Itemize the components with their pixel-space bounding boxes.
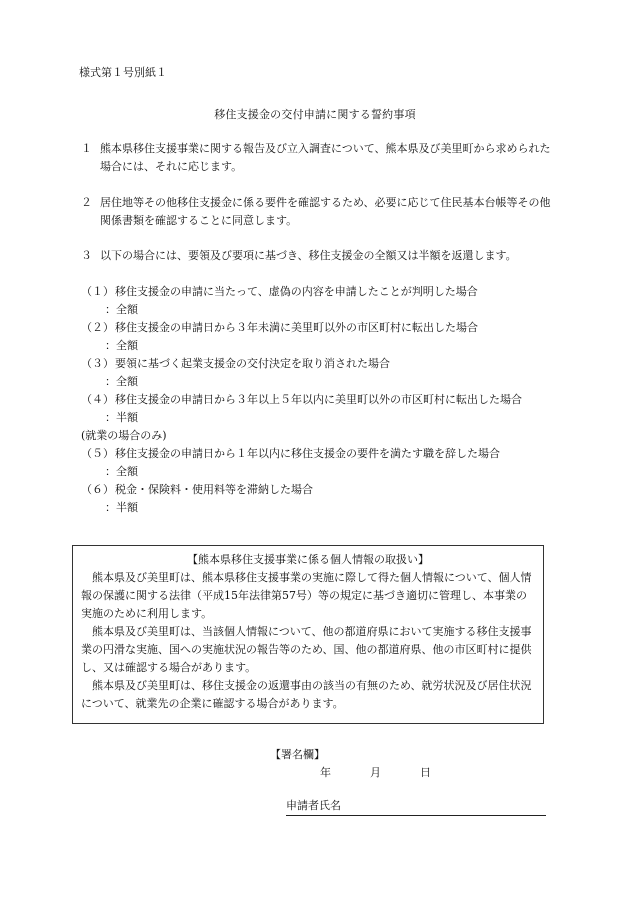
clause-2: [81, 194, 551, 230]
privacy-notice-box: [72, 545, 544, 724]
case-number: （１）: [81, 285, 114, 298]
case-text: 要領に基づく起業支援金の交付決定を取り消された場合: [115, 357, 390, 370]
applicant-name-field[interactable]: [286, 797, 546, 816]
case-item: [81, 391, 561, 409]
case-text: 税金・保険料・使用料等を滞納した場合: [115, 483, 313, 496]
document-title: 移住支援金の交付申請に関する誓約事項: [214, 108, 416, 121]
case-item: [81, 481, 561, 499]
employment-heading: (就業の場合のみ): [81, 429, 167, 442]
case-amount: ：全額: [105, 303, 138, 316]
signature-heading: 【署名欄】: [270, 748, 325, 761]
clause-1: [81, 140, 551, 176]
case-text: 移住支援金の申請日から３年以上５年以内に美里町以外の市区町村に転出した場合: [115, 393, 522, 406]
month-label: 月: [370, 766, 381, 779]
case-number: （５）: [81, 447, 114, 460]
case-item: [81, 283, 561, 301]
notice-title: 【熊本県移住支援事業に係る個人情報の取扱い】: [187, 553, 429, 566]
clause-3: [81, 247, 551, 265]
case-text: 移住支援金の申請日から１年以内に移住支援金の要件を満たす職を辞した場合: [115, 447, 500, 460]
case-number: （３）: [81, 357, 114, 370]
case-amount: ：半額: [105, 411, 138, 424]
case-text: 移住支援金の申請日から３年未満に美里町以外の市区町村に転出した場合: [115, 321, 478, 334]
form-label: 様式第１号別紙１: [79, 66, 167, 79]
notice-paragraph: 熊本県及び美里町は、熊本県移住支援事業の実施に際して得た個人情報について、個人情報の保護に関する法律（平成15年法律第57号）等の規定に基づき適切に管理し、本事業の実施のために利用します。: [81, 571, 532, 620]
clause-text: 熊本県移住支援事業に関する報告及び立入調査について、熊本県及び美里町から求められた場合には、それに応じます。: [100, 142, 551, 173]
case-number: （４）: [81, 393, 114, 406]
day-label: 日: [420, 766, 431, 779]
case-number: （２）: [81, 321, 114, 334]
date-row: [320, 764, 431, 782]
case-item: [81, 319, 561, 337]
repayment-cases: [81, 283, 561, 517]
case-item: [81, 355, 561, 373]
case-number: （６）: [81, 483, 114, 496]
notice-paragraph: 熊本県及び美里町は、移住支援金の返還事由の該当の有無のため、就労状況及び居住状況について、就業先の企業に確認する場合があります。: [81, 679, 532, 710]
case-amount: ：半額: [105, 501, 138, 514]
clause-text: 居住地等その他移住支援金に係る要件を確認するため、必要に応じて住民基本台帳等その他関係書類を確認することに同意します。: [100, 196, 551, 227]
case-amount: ：全額: [105, 465, 138, 478]
applicant-name-label: 申請者氏名: [286, 799, 341, 812]
case-amount: ：全額: [105, 339, 138, 352]
year-label: 年: [320, 766, 331, 779]
case-item: [81, 445, 561, 463]
notice-paragraph: 熊本県及び美里町は、当該個人情報について、他の都道府県において実施する移住支援事業の円滑な実施、国への実施状況の報告等のため、国、他の都道府県、他の市区町村に提供し、又は確認する場合があります。: [81, 625, 532, 674]
clause-text: 以下の場合には、要領及び要項に基づき、移住支援金の全額又は半額を返還します。: [100, 249, 517, 262]
clause-number: ２: [81, 196, 92, 209]
clause-number: １: [81, 142, 92, 155]
case-text: 移住支援金の申請に当たって、虚偽の内容を申請したことが判明した場合: [115, 285, 478, 298]
case-amount: ：全額: [105, 375, 138, 388]
clause-number: ３: [81, 249, 92, 262]
